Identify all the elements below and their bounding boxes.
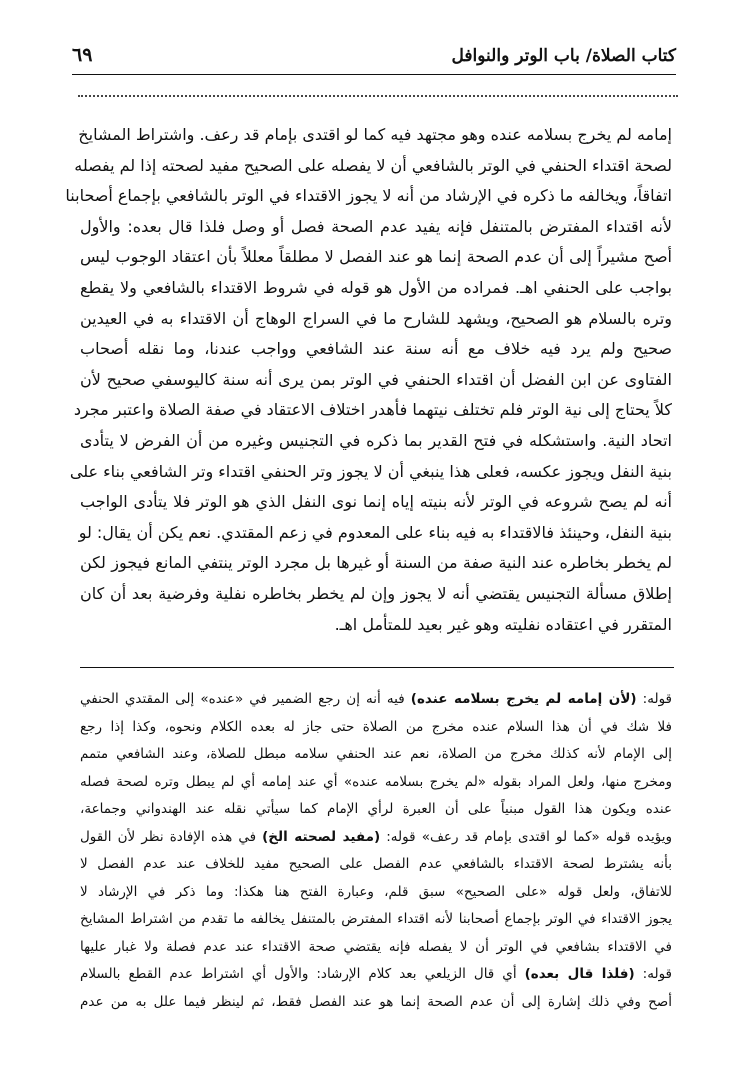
note-line: إلى الإمام لأنه كذلك مخرج من الصلاة، نعم عند الحنفي سلامه مبطل للصلاة، وعند الشافعي متمم: [80, 746, 672, 762]
text-line: بواجب على الحنفي اهـ. فمراده من الأول هو قوله في شروط الاقتداء بالشافعي ولا يقطع: [80, 277, 672, 297]
note-line: أصح وفي ذلك إشارة إلى أن عدم الصحة إنما هو عند الفصل فقط، ثم لينظر فيما علل به من عدم: [80, 993, 672, 1010]
footnote-separator: [80, 667, 674, 668]
note-quote: (لأن إمامه لم يخرج بسلامه عنده): [410, 691, 637, 707]
text-line: أنه لم يصح شروعه في الوتر لأنه بنيته إياه إنما نوى النفل الذي هو الوتر فلا يتأدى الواجب: [80, 492, 672, 512]
text-line: إطلاق مسألة التجنيس يقتضي أنه لا يجوز وإن لم يخطر بخاطره نفلية وفرضية بعد أن كان: [80, 583, 672, 603]
note-line: ومخرج منها، ولعل المراد بقوله «لم يخرج بسلامه عنده» أي عند إمامه أي لم يبطل وتره لصحة فصله: [80, 773, 672, 790]
text-line: لم يخطر بخاطره عند النية صفة من السنة أو غيرها بل مجرد الوتر ينتفي المانع فيجوز لكن: [80, 553, 672, 573]
note-quote: (مفيد لصحته الخ): [262, 828, 381, 845]
note-text: فيه أنه إن رجع الضمير في «عنده» إلى المقتدي الحنفي: [80, 691, 411, 707]
text-line: لأنه اقتداء المفترض بالمتنفل فإنه يفيد عدم الصحة فصل أو وصل فلذا قال بعده: والأول: [80, 216, 672, 236]
text-line: بنية النفل ويجوز عكسه، فعلى هذا ينبغي أن لا يجوز وتر الحنفي اقتداء وتر الشافعي بناء على: [69, 461, 672, 481]
main-text-body: [65, 120, 672, 640]
note-line: عنده ويكون هذا القول مبنياً على أن العبرة لرأي الإمام كما سيأتي نقله عند الهندواني وجماعة،: [80, 801, 672, 817]
text-line: صحيح ولم يرد فيه خلاف مع أنه سنة عند الشافعي وواجب عندنا، وما نقله أصحاب: [80, 339, 672, 359]
page-number: ٦٩: [72, 44, 93, 66]
note-line: [80, 961, 672, 989]
text-line: كلاً يحتاج إلى نية الوتر فلم تختلف نيتهما فأهدر اختلاف الاعتقاد في صفة الصلاة واعتبر مجرد: [73, 400, 672, 420]
text-line: اتحاد النية. واستشكله في فتح القدير بما ذكره في التجنيس وغيره من أن الفرض لا يتأدى: [80, 430, 672, 450]
note-line: في الاقتداء بشافعي في الوتر أن لا يفصله فإنه يقتضي صحة الاقتداء عند عدم فصلة ولا غبار عليها: [80, 938, 672, 955]
text-line: المتقرر في اعتقاده نفليته وهو غير بعيد للمتأمل اهـ.: [334, 614, 672, 634]
note-line: فلا شك في أن هذا السلام عنده مخرج من الصلاة حتى جاز له بعده الكلام ونحوه، وكذا إذا رجع: [80, 718, 672, 735]
text-line: أصح مشيراً إلى أن عدم الصحة إنما هو عند الفصل لا مطلقاً معللاً بأن اعتقاد الوجوب ليس: [80, 247, 672, 267]
note-line: للاتفاق، ولعل قوله «على الصحيح» سبق قلم، وعبارة الفتح هنا هكذا: وما ذكر في الإرشاد لا: [80, 883, 672, 900]
note-line: [80, 824, 672, 852]
text-line: لصحة اقتداء الحنفي في الوتر بالشافعي أن لا يفصله على الصحيح مفيد لصحته إذا لم يفصله: [74, 155, 672, 175]
text-line: اتفاقاً، ويخالفه ما ذكره في الإرشاد من أنه لا يجوز الاقتداء في الوتر بالشافعي بإجماع أصحابنا: [65, 186, 672, 206]
commentary-notes: [80, 686, 672, 1016]
text-line: إمامه لم يخرج بسلامه عنده وهو مجتهد فيه كما لو اقتدى بإمام قد رعف. واشتراط المشايخ: [78, 125, 672, 144]
note-line: يجوز الاقتداء في الوتر بإجماع أصحابنا لأنه اقتداء المفترض بالمتنفل يخالفه ما تقدم من اشتراط المشايخ: [80, 911, 672, 927]
running-title: كتاب الصلاة/ باب الوتر والنوافل: [451, 46, 676, 66]
page-header: [72, 38, 676, 75]
note-text: ويؤيده قوله «كما لو اقتدى بإمام قد رعف» قوله:: [380, 828, 672, 845]
text-line: وتره بالسلام هو الصحيح، ويشهد للشارح ما في السراج الوهاج أن الاقتداء به في العيدين: [80, 308, 672, 328]
note-line: [80, 686, 672, 714]
text-line: بنية النفل، وحينئذ فالاقتداء به فيه بناء على المعدوم في زعم المقتدي. نعم يكن أن يقال: لو: [78, 522, 672, 542]
note-text: في هذه الإفادة نظر لأن القول: [80, 828, 263, 845]
text-line: الفتاوى عن ابن الفضل أن اقتداء الحنفي في الوتر بمن يرى أنه سنة كاليوسفي صحيح لأن: [80, 369, 672, 389]
note-lead: قوله:: [636, 691, 672, 707]
dotted-divider: [78, 95, 678, 97]
note-lead: قوله:: [634, 966, 672, 982]
note-quote: (فلذا قال بعده): [524, 966, 635, 982]
note-text: أي قال الزيلعي بعد كلام الإرشاد: والأول أي اشتراط عدم القطع بالسلام: [80, 966, 525, 982]
note-line: بأنه يشترط لصحة الاقتداء بالشافعي عدم الفصل على الصحيح مفيد للخلاف عند عدم الفصل لا: [80, 856, 672, 872]
